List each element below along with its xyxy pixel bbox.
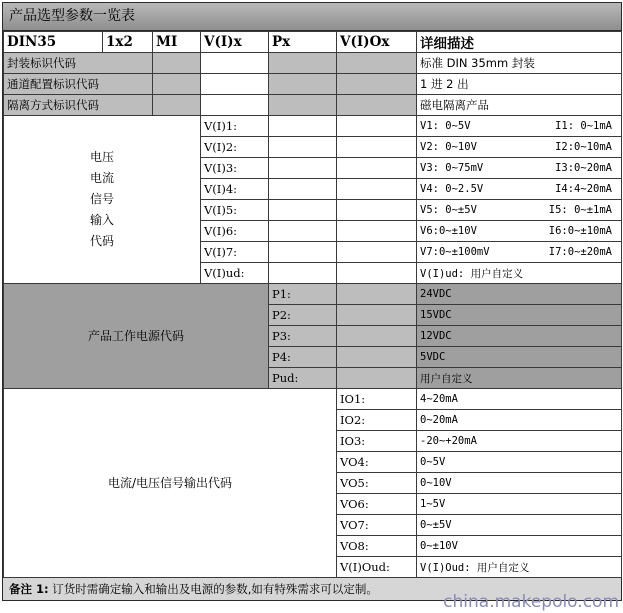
- input-description: [417, 179, 622, 200]
- output-description: 0~10V: [417, 473, 622, 494]
- empty-cell: [201, 95, 269, 116]
- input-description: [417, 137, 622, 158]
- spec-row: [4, 74, 622, 95]
- output-description: 0~20mA: [417, 410, 622, 431]
- row-label: 通道配置标识代码: [4, 74, 153, 95]
- input-description: [417, 221, 622, 242]
- power-description: 5VDC: [417, 347, 622, 368]
- output-code: VO7:: [337, 515, 417, 536]
- header-cell: 1x2: [103, 32, 153, 53]
- row-label: 隔离方式标识代码: [4, 95, 153, 116]
- power-code: P2:: [269, 305, 337, 326]
- output-code: VO6:: [337, 494, 417, 515]
- empty-cell: [337, 326, 417, 347]
- input-group-label-line: 代码: [89, 234, 114, 248]
- input-code: V(I)5:: [201, 200, 269, 221]
- header-cell: DIN35: [4, 32, 103, 53]
- selection-table-panel: [2, 2, 622, 601]
- output-code: VO4:: [337, 452, 417, 473]
- empty-cell: [337, 179, 417, 200]
- empty-cell: [269, 263, 337, 284]
- spec-row: [4, 95, 622, 116]
- header-cell: MI: [153, 32, 201, 53]
- input-row: [4, 116, 622, 137]
- empty-cell: [269, 116, 337, 137]
- output-description: -20~+20mA: [417, 431, 622, 452]
- input-signal-pair: [420, 162, 618, 174]
- empty-cell: [337, 116, 417, 137]
- output-code: VO8:: [337, 536, 417, 557]
- output-description: 0~±10V: [417, 536, 622, 557]
- input-group-label-line: 电压: [89, 150, 114, 164]
- input-description: [417, 263, 622, 284]
- power-description: 24VDC: [417, 284, 622, 305]
- input-group-label: [4, 116, 201, 284]
- power-group-label: 产品工作电源代码: [4, 284, 269, 389]
- footnote-text: 订货时需确定输入和输出及电源的参数,如有特殊需求可以定制。: [52, 582, 378, 596]
- input-group-label-line: 输入: [89, 213, 114, 227]
- input-signal-pair: [420, 246, 618, 258]
- output-code: IO2:: [337, 410, 417, 431]
- empty-cell: [337, 137, 417, 158]
- input-code: V(I)3:: [201, 158, 269, 179]
- empty-cell: [337, 95, 417, 116]
- empty-cell: [337, 347, 417, 368]
- output-description: 0~±5V: [417, 515, 622, 536]
- empty-cell: [269, 200, 337, 221]
- empty-cell: [269, 137, 337, 158]
- input-code: V(I)7:: [201, 242, 269, 263]
- spec-row: [4, 53, 622, 74]
- input-signal-pair: [420, 120, 618, 132]
- input-code: V(I)ud:: [201, 263, 269, 284]
- voltage-range: V7:0~±100mV: [420, 246, 490, 258]
- empty-cell: [269, 179, 337, 200]
- output-group-label: 电流/电压信号输出代码: [4, 389, 337, 578]
- header-cell: 详细描述: [417, 32, 622, 53]
- input-signal-pair: [420, 266, 618, 281]
- voltage-range: V(I)ud: 用户自定义: [420, 267, 524, 280]
- output-code: IO3:: [337, 431, 417, 452]
- table-title: 产品选型参数一览表: [3, 3, 621, 31]
- table-body: [4, 32, 622, 578]
- input-description: [417, 158, 622, 179]
- empty-cell: [153, 53, 201, 74]
- row-label: 封装标识代码: [4, 53, 153, 74]
- empty-cell: [337, 158, 417, 179]
- power-description: 15VDC: [417, 305, 622, 326]
- current-range: I6:0~±10mA: [548, 225, 612, 237]
- header-cell: V(I)x: [201, 32, 269, 53]
- power-code: P4:: [269, 347, 337, 368]
- empty-cell: [269, 158, 337, 179]
- input-code: V(I)2:: [201, 137, 269, 158]
- power-row: [4, 284, 622, 305]
- empty-cell: [269, 95, 337, 116]
- input-code: V(I)6:: [201, 221, 269, 242]
- input-description: [417, 200, 622, 221]
- current-range: I7:0~±20mA: [548, 246, 612, 258]
- input-signal-pair: [420, 141, 618, 153]
- input-signal-pair: [420, 225, 618, 237]
- empty-cell: [269, 53, 337, 74]
- voltage-range: V4: 0~2.5V: [420, 183, 484, 195]
- input-group-label-line: 信号: [89, 192, 114, 206]
- voltage-range: V3: 0~75mV: [420, 162, 484, 174]
- empty-cell: [269, 221, 337, 242]
- current-range: I2:0~10mA: [555, 141, 612, 153]
- output-code: IO1:: [337, 389, 417, 410]
- voltage-range: V6:0~±10V: [420, 225, 477, 237]
- empty-cell: [337, 200, 417, 221]
- footnote-prefix: 备注 1:: [9, 582, 49, 596]
- input-code: V(I)1:: [201, 116, 269, 137]
- current-range: I5: 0~±1mA: [548, 204, 612, 216]
- input-signal-pair: [420, 183, 618, 195]
- empty-cell: [201, 53, 269, 74]
- header-row: [4, 32, 622, 53]
- input-code: V(I)4:: [201, 179, 269, 200]
- input-description: [417, 242, 622, 263]
- row-description: 1 进 2 出: [417, 74, 622, 95]
- empty-cell: [153, 95, 201, 116]
- header-cell: V(I)Ox: [337, 32, 417, 53]
- row-description: 标准 DIN 35mm 封装: [417, 53, 622, 74]
- output-code: VO5:: [337, 473, 417, 494]
- empty-cell: [269, 74, 337, 95]
- power-code: P1:: [269, 284, 337, 305]
- current-range: I1: 0~1mA: [555, 120, 612, 132]
- output-description: 0~5V: [417, 452, 622, 473]
- power-description: 用户自定义: [417, 368, 622, 389]
- empty-cell: [337, 284, 417, 305]
- input-description: [417, 116, 622, 137]
- voltage-range: V5: 0~±5V: [420, 204, 477, 216]
- parameter-table: [3, 31, 622, 578]
- empty-cell: [337, 368, 417, 389]
- empty-cell: [337, 305, 417, 326]
- header-cell: Px: [269, 32, 337, 53]
- row-description: 磁电隔离产品: [417, 95, 622, 116]
- empty-cell: [337, 53, 417, 74]
- output-description: V(I)Oud: 用户自定义: [417, 557, 622, 578]
- empty-cell: [201, 74, 269, 95]
- power-code: Pud:: [269, 368, 337, 389]
- input-signal-pair: [420, 204, 618, 216]
- power-code: P3:: [269, 326, 337, 347]
- output-description: 1~5V: [417, 494, 622, 515]
- power-description: 12VDC: [417, 326, 622, 347]
- voltage-range: V2: 0~10V: [420, 141, 477, 153]
- empty-cell: [153, 74, 201, 95]
- voltage-range: V1: 0~5V: [420, 120, 471, 132]
- input-group-label-line: 电流: [89, 171, 114, 185]
- watermark: china.makepolo.com: [443, 592, 619, 612]
- output-row: [4, 389, 622, 410]
- output-code: V(I)Oud:: [337, 557, 417, 578]
- empty-cell: [269, 242, 337, 263]
- output-description: 4~20mA: [417, 389, 622, 410]
- empty-cell: [337, 221, 417, 242]
- empty-cell: [337, 74, 417, 95]
- current-range: I3:0~20mA: [555, 162, 612, 174]
- current-range: I4:4~20mA: [555, 183, 612, 195]
- empty-cell: [337, 263, 417, 284]
- empty-cell: [337, 242, 417, 263]
